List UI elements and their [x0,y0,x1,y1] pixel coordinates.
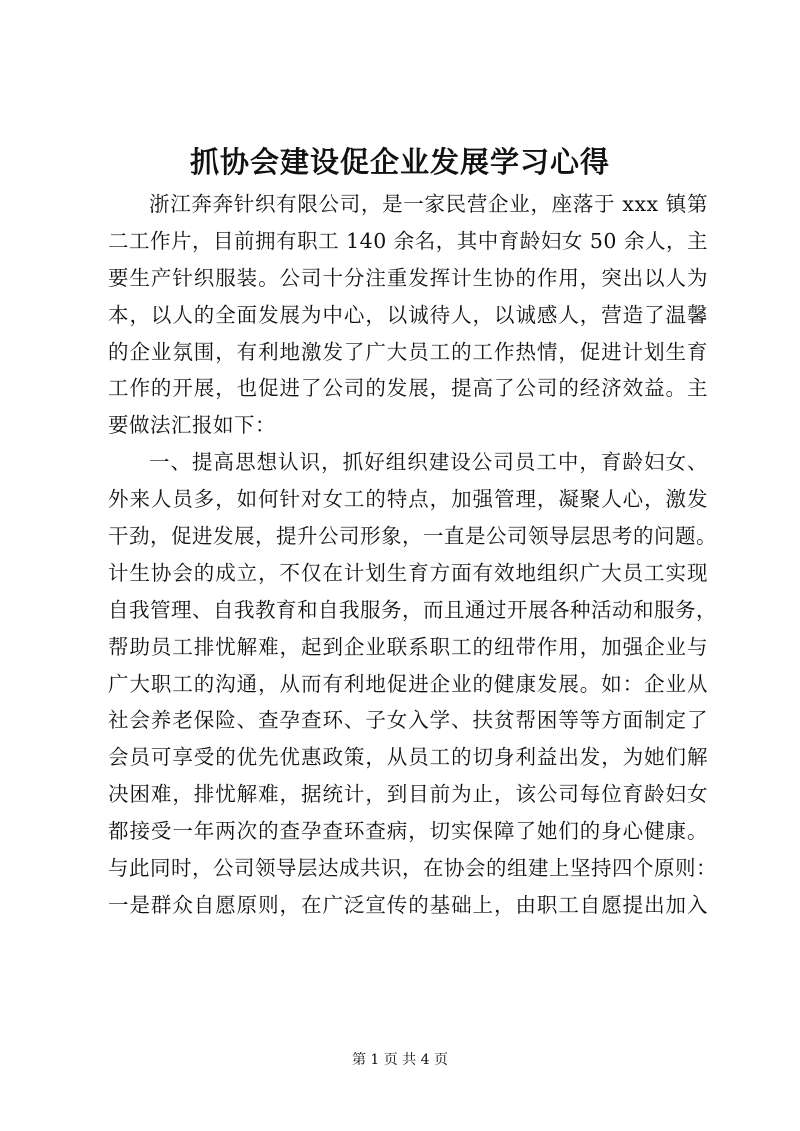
paragraph-line: 帮助员工排忧解难，起到企业联系职工的纽带作用，加强企业与 [108,634,708,659]
paragraph-line: 一、提高思想认识，抓好组织建设公司员工中，育龄妇女、 [149,450,708,475]
paragraph-line: 要生产针织服装。公司十分注重发挥计生协的作用，突出以人为 [108,265,708,290]
paragraph-line: 的企业氛围，有利地激发了广大员工的工作热情，促进计划生育 [108,339,708,364]
paragraph-line: 广大职工的沟通，从而有利地促进企业的健康发展。如：企业从 [108,671,708,696]
paragraph-line: 会员可享受的优先优惠政策，从员工的切身利益出发，为她们解 [108,745,708,770]
paragraph-line: 都接受一年两次的查孕查环查病，切实保障了她们的身心健康。 [108,819,708,844]
paragraph-line: 干劲，促进发展，提升公司形象，一直是公司领导层思考的问题。 [108,524,717,549]
page-footer: 第 1 页 共 4 页 [351,1052,449,1068]
paragraph-line: 浙江奔奔针织有限公司，是一家民营企业，座落于 xxx 镇第 [149,192,708,216]
paragraph-line: 二工作片，目前拥有职工 140 余名，其中育龄妇女 50 余人，主 [108,228,708,253]
paragraph-line: 工作的开展，也促进了公司的发展，提高了公司的经济效益。主 [108,376,708,401]
paragraph-line: 外来人员多，如何针对女工的特点，加强管理，凝聚人心，激发 [108,487,708,512]
paragraph-line: 计生协会的成立，不仅在计划生育方面有效地组织广大员工实现 [108,560,708,585]
paragraph-line: 一是群众自愿原则，在广泛宣传的基础上，由职工自愿提出加入 [108,892,708,917]
paragraph-line: 决困难，排忧解难，据统计，到目前为止，该公司每位育龄妇女 [108,782,708,807]
paragraph-line: 自我管理、自我教育和自我服务，而且通过开展各种活动和服务， [108,597,717,622]
document-body [108,186,717,924]
paragraph-line: 社会养老保险、查孕查环、子女入学、扶贫帮困等等方面制定了 [108,708,708,733]
paragraph-line: 本，以人的全面发展为中心，以诚待人，以诚感人，营造了温馨 [108,302,708,327]
paragraph-line: 要做法汇报如下： [108,413,276,438]
paragraph-line: 与此同时，公司领导层达成共识，在协会的组建上坚持四个原则： [108,856,717,881]
document-title: 抓协会建设促企业发展学习心得 [189,145,610,179]
